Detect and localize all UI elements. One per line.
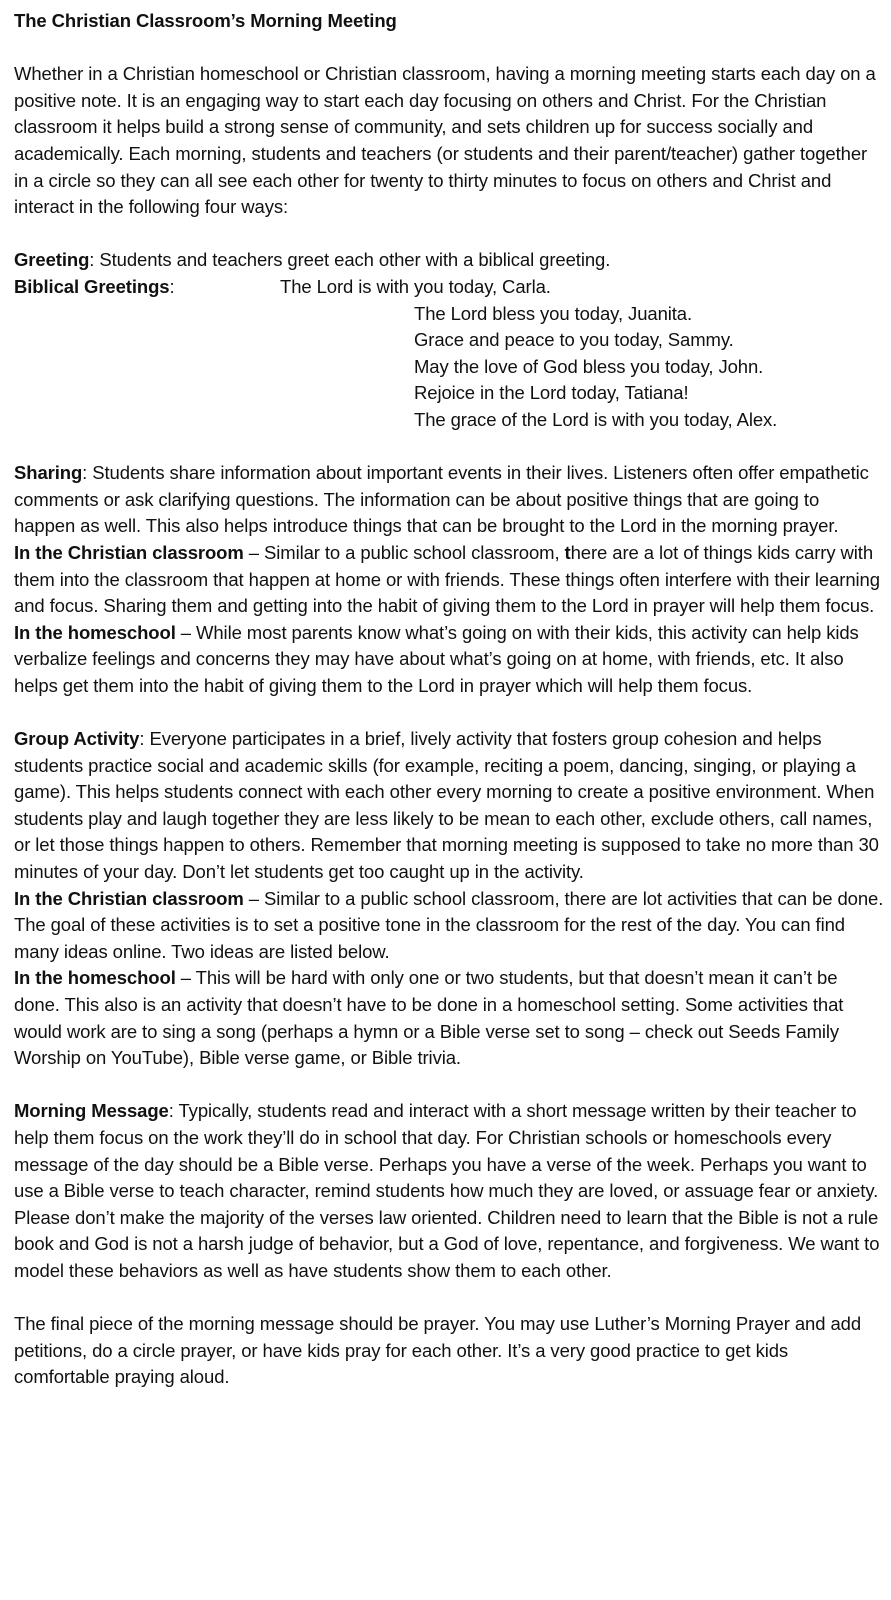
sharing-homeschool-paragraph: [14, 620, 884, 700]
spacer: [14, 1072, 884, 1099]
spacer: [14, 35, 884, 62]
spacer: [14, 221, 884, 248]
group-classroom-text: – Similar to a public school classroom, there are lot activities that can be done. The goal of these activities is to set a positive tone in the classroom for the rest of the day. You can find many ideas online. Two ideas are listed below.: [14, 887, 884, 962]
group-homeschool-paragraph: [14, 965, 884, 1071]
group-homeschool-text: – This will be hard with only one or two students, but that doesn’t mean it can’t be done. This also is an activity that doesn’t have to be done in a homeschool setting. Some activities that would work are to sing a song (perhaps a hymn or a Bible verse set to song – check out Seeds Family Worship on YouTube), Bible verse game, or Bible trivia.: [14, 967, 844, 1069]
group-classroom-paragraph: [14, 886, 884, 966]
group-activity-heading: Group Activity: [14, 728, 140, 750]
morning-message-paragraph: [14, 1098, 884, 1284]
biblical-greetings-block: [14, 274, 884, 434]
sharing-classroom-heading: In the Christian classroom: [14, 541, 244, 563]
morning-message-heading: Morning Message: [14, 1100, 169, 1122]
biblical-greetings-label: [14, 274, 175, 301]
sharing-homeschool-heading: In the homeschool: [14, 621, 176, 643]
greeting-paragraph: [14, 247, 884, 274]
biblical-greetings-heading: Biblical Greetings: [14, 275, 170, 297]
spacer: [14, 699, 884, 726]
sharing-classroom-text: – Similar to a public school classroom,: [243, 541, 565, 563]
group-activity-paragraph: [14, 726, 884, 886]
spacer: [14, 1285, 884, 1312]
greeting-example: Rejoice in the Lord today, Tatiana!: [414, 382, 689, 404]
biblical-greetings-colon: :: [169, 275, 175, 297]
bold-letter: t: [564, 541, 571, 563]
sharing-classroom-paragraph: [14, 540, 884, 620]
sharing-homeschool-text: – While most parents know what’s going on with their kids, this activity can help kids verbalize feelings and concerns they may have about what’s going on at home, with friends, etc. It also helps get them into the habit of giving them to the Lord in prayer which will help them focus.: [14, 621, 859, 696]
greeting-example: The Lord bless you today, Juanita.: [414, 302, 693, 324]
intro-paragraph: Whether in a Christian homeschool or Christian classroom, having a morning meeting starts each day on a positive note. It is an engaging way to start each day focusing on others and Christ. For the Christian classroom it helps build a strong sense of community, and sets children up for success socially and academically. Each morning, students and teachers (or students and their parent/teacher) gather together in a circle so they can all see each other for twenty to thirty minutes to focus on others and Christ and interact in the following four ways:: [14, 63, 876, 218]
group-homeschool-heading: In the homeschool: [14, 967, 176, 989]
final-paragraph: The final piece of the morning message should be prayer. You may use Luther’s Morning Prayer and add petitions, do a circle prayer, or have kids pray for each other. It’s a very good practice to get kids comfortable praying aloud.: [14, 1313, 862, 1388]
sharing-heading: Sharing: [14, 462, 83, 484]
spacer: [14, 434, 884, 461]
greeting-example: Grace and peace to you today, Sammy.: [414, 329, 734, 351]
morning-message-text: : Typically, students read and interact with a short message written by their teacher to help them focus on the work they’ll do in school that day. For Christian schools or homeschools every message of the day should be a Bible verse. Perhaps you have a verse of the week. Perhaps you want to use a Bible verse to teach character, remind students how much they are loved, or assuage fear or anxiety. Please don’t make the majority of the verses law oriented. Children need to learn that the Bible is not a rule book and God is not a harsh judge of behavior, but a God of love, repentance, and forgiveness. We want to model these behaviors as well as have students show them to each other.: [14, 1100, 880, 1281]
sharing-classroom-text-rest: here are a lot of things kids carry with them into the classroom that happen at home or with friends. These things often interfere with their learning and focus. Sharing them and getting into the habit of giving them to the Lord in prayer will help them focus.: [14, 541, 880, 617]
group-activity-text: : Everyone participates in a brief, lively activity that fosters group cohesion and helps students practice social and academic skills (for example, reciting a poem, dancing, singing, or playing a game). This helps students connect with each other every morning to create a positive environment. When students play and laugh together they are less likely to be mean to each other, exclude others, call names, or let those things happen to others. Remember that morning meeting is supposed to take no more than 30 minutes of your day. Don’t let students get too caught up in the activity.: [14, 728, 879, 883]
sharing-paragraph: [14, 460, 884, 540]
sharing-text: : Students share information about important events in their lives. Listeners often offer empathetic comments or ask clarifying questions. The information can be about positive things that are going to happen as well. This also helps introduce things that can be brought to the Lord in the morning prayer.: [14, 462, 869, 537]
greeting-example: May the love of God bless you today, John.: [414, 355, 764, 377]
group-classroom-heading: In the Christian classroom: [14, 887, 244, 909]
greeting-example: The Lord is with you today, Carla.: [280, 275, 551, 297]
greeting-text: : Students and teachers greet each other with a biblical greeting.: [89, 249, 611, 271]
greeting-example: The grace of the Lord is with you today, Alex.: [414, 408, 778, 430]
greeting-heading: Greeting: [14, 249, 90, 271]
document-page: [14, 8, 884, 1391]
page-title: The Christian Classroom’s Morning Meeting: [14, 10, 397, 31]
greeting-examples-list: [414, 301, 777, 434]
